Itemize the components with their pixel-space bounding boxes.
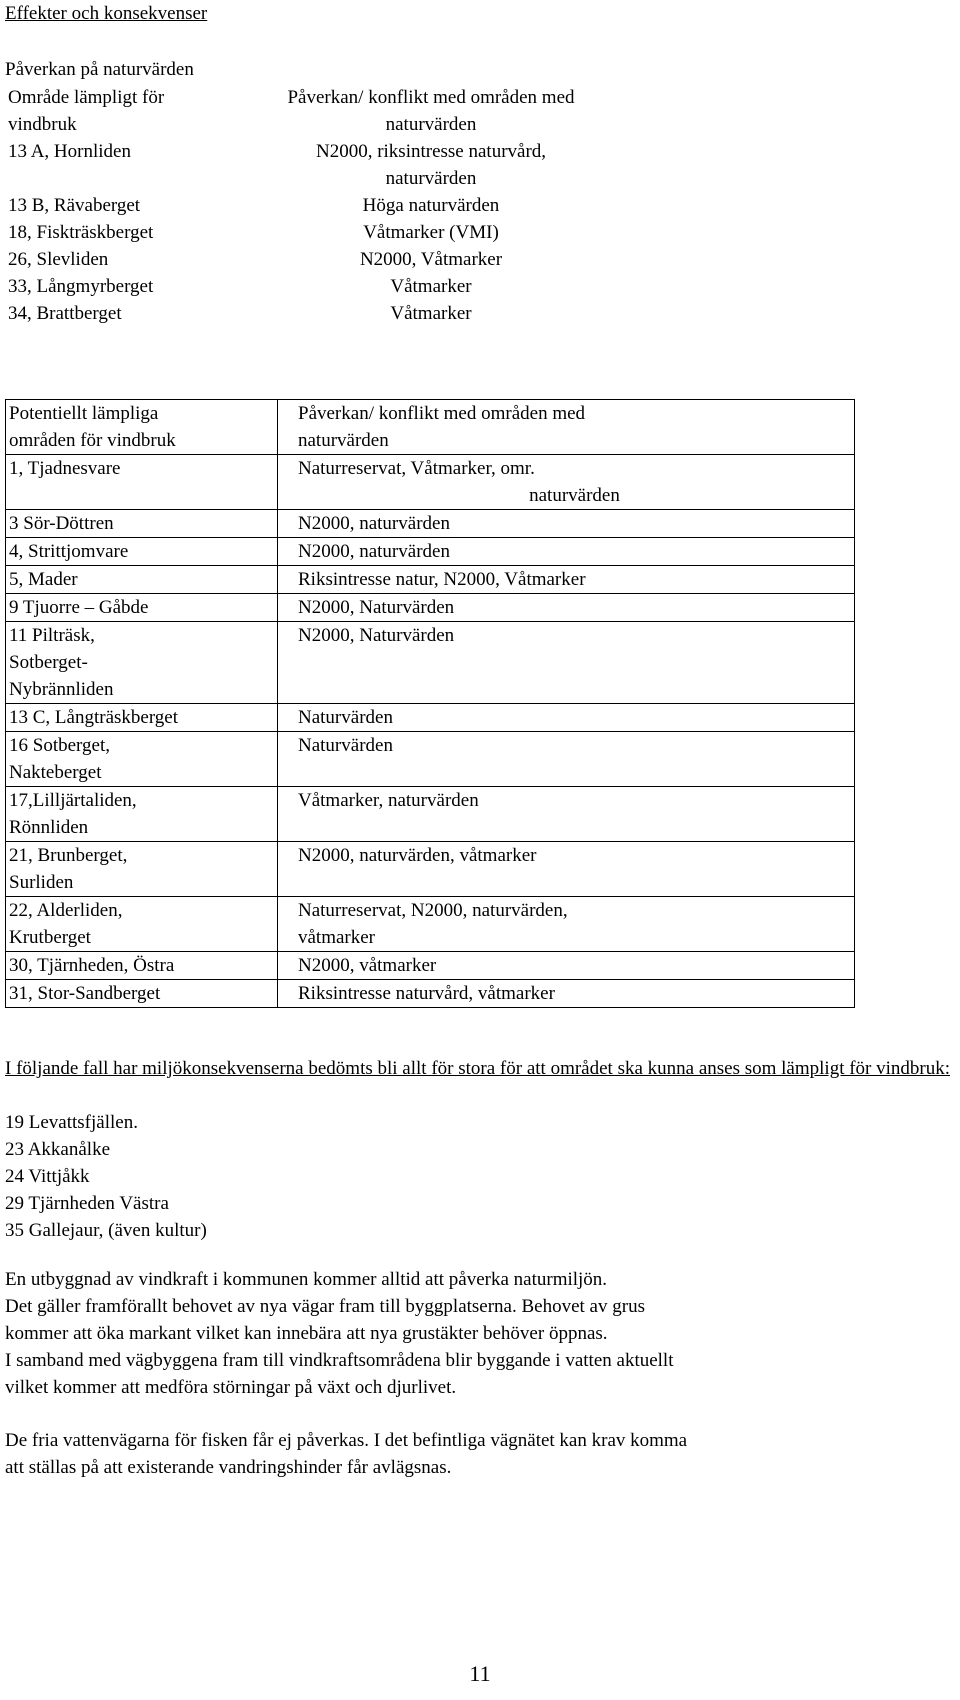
impact-cell: Höga naturvärden [362, 195, 500, 216]
impact-cell [278, 455, 855, 510]
table-header-row [5, 84, 621, 138]
area-name-cell: 31, Stor-Sandberget [6, 980, 278, 1008]
impact-cell: N2000, naturvärden, våtmarker [278, 842, 855, 897]
area-name-cell: 22, Alderliden, Krutberget [6, 897, 278, 952]
area-name-cell: 33, Långmyrberget [8, 276, 154, 297]
table-row [6, 787, 855, 842]
impact-cell: N2000, Naturvärden [278, 622, 855, 704]
table-row [6, 455, 855, 510]
table-row [6, 842, 855, 897]
impact-cell: N2000, Våtmarker [359, 249, 503, 270]
impact-cell: Riksintresse naturvård, våtmarker [278, 980, 855, 1008]
impact-paragraph: En utbyggnad av vindkraft i kommunen kommer alltid att påverka naturmiljön. Det gäller framförallt behovet av nya vägar fram till byggplatserna. Behovet av grus kommer att öka markant vilket kan innebära att nya grustäkter behöver öppnas. I samband med vägbyggena fram till vindkraftsområdena blir byggande i vatten aktuellt vilket kommer att medföra störningar på växt och djurlivet. [5, 1269, 674, 1398]
area-name-cell: 1, Tjadnesvare [6, 455, 278, 510]
impact-line: Naturreservat, Våtmarker, omr. [298, 458, 535, 479]
table-row [5, 138, 621, 192]
impact-cell: Naturvärden [278, 732, 855, 787]
area-name-cell: 13 C, Långträskberget [6, 704, 278, 732]
impact-cell: Våtmarker (VMI) [363, 222, 499, 243]
table-row [5, 219, 621, 246]
area-name-cell: 13 B, Rävaberget [8, 195, 141, 216]
table-row [5, 300, 621, 327]
table-header-cell: Potentiellt lämpliga områden för vindbruk [6, 400, 278, 455]
table-header-cell: Påverkan/ konflikt med områden med naturvärden [287, 87, 575, 135]
excluded-areas-list: 19 Levattsfjällen. 23 Akkanålke 24 Vittjåkk 29 Tjärnheden Västra 35 Gallejaur, (även kultur) [5, 1112, 207, 1241]
impact-cell: Våtmarker, naturvärden [278, 787, 855, 842]
section-heading: Effekter och konsekvenser [5, 3, 208, 24]
suitable-areas-table [5, 84, 621, 327]
table-header-cell: Område lämpligt för vindbruk [8, 87, 165, 135]
area-name-cell: 11 Pilträsk, Sotberget- Nybrännliden [6, 622, 278, 704]
area-name-cell: 16 Sotberget, Nakteberget [6, 732, 278, 787]
area-name-cell: 17,Lilljärtaliden, Rönnliden [6, 787, 278, 842]
area-name-cell: 9 Tjuorre – Gåbde [6, 594, 278, 622]
impact-cell: N2000, Naturvärden [278, 594, 855, 622]
impact-cell: Naturvärden [278, 704, 855, 732]
table-header-row [6, 400, 855, 455]
table-row [6, 538, 855, 566]
area-name-cell: 18, Fiskträskberget [8, 222, 154, 243]
table-row [5, 273, 621, 300]
impact-cell: Våtmarker [390, 276, 472, 297]
impact-cell: N2000, naturvärden [278, 538, 855, 566]
page-number: 11 [469, 1661, 491, 1686]
table-row [6, 510, 855, 538]
impact-line-continued: naturvärden [529, 485, 620, 506]
area-name-cell: 26, Slevliden [8, 249, 109, 270]
impact-cell: Våtmarker [390, 303, 472, 324]
table-row [5, 246, 621, 273]
subsection-heading: Påverkan på naturvärden [5, 59, 194, 80]
impact-cell: Riksintresse natur, N2000, Våtmarker [278, 566, 855, 594]
table-row [6, 704, 855, 732]
table-row [6, 952, 855, 980]
area-name-cell: 30, Tjärnheden, Östra [6, 952, 278, 980]
table-row [6, 980, 855, 1008]
area-name-cell: 13 A, Hornliden [8, 141, 131, 162]
impact-cell: N2000, naturvärden [278, 510, 855, 538]
potential-areas-table [5, 399, 855, 1008]
area-name-cell: 34, Brattberget [8, 303, 122, 324]
fish-paragraph: De fria vattenvägarna för fisken får ej påverkas. I det befintliga vägnätet kan krav komma att ställas på att existerande vandringshinder får avlägsnas. [5, 1430, 688, 1478]
table-header-cell: Påverkan/ konflikt med områden med naturvärden [278, 400, 855, 455]
impact-cell: Naturreservat, N2000, naturvärden, våtmarker [278, 897, 855, 952]
excluded-areas-intro: I följande fall har miljökonsekvenserna bedömts bli allt för stora för att området ska kunna anses som lämpligt för vindbruk: [5, 1058, 951, 1079]
area-name-cell: 21, Brunberget, Surliden [6, 842, 278, 897]
table-row [6, 732, 855, 787]
table-row [6, 622, 855, 704]
table-row [6, 566, 855, 594]
table-row [5, 192, 621, 219]
table-row [6, 594, 855, 622]
area-name-cell: 3 Sör-Döttren [6, 510, 278, 538]
impact-cell: N2000, våtmarker [278, 952, 855, 980]
area-name-cell: 5, Mader [6, 566, 278, 594]
area-name-cell: 4, Strittjomvare [6, 538, 278, 566]
table-row [6, 897, 855, 952]
impact-cell: N2000, riksintresse naturvård, naturvärden [315, 141, 547, 189]
